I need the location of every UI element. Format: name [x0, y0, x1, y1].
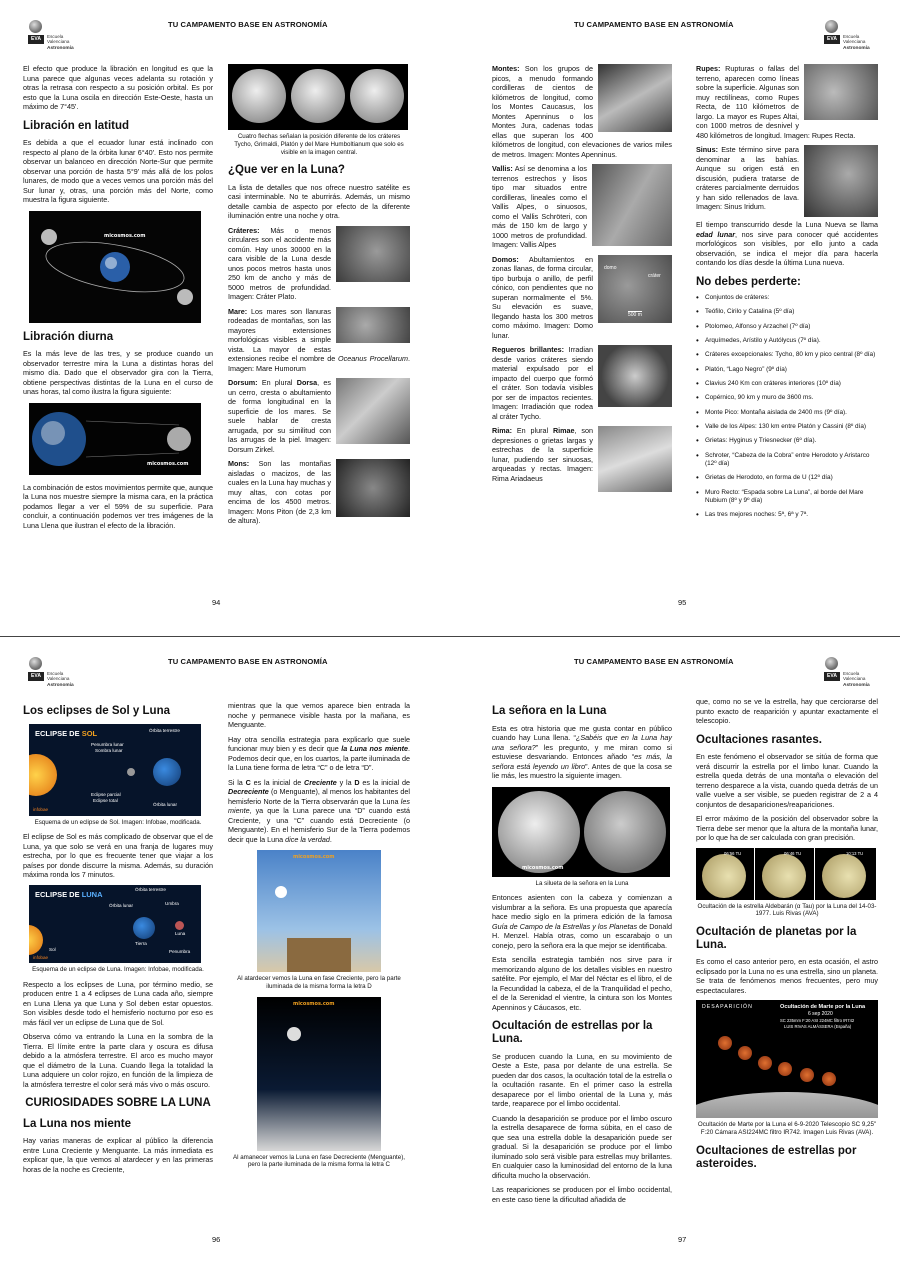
paragraph: que, como no se ve la estrella, hay que cerciorarse del punto exacto de reaparición y apuntar exactamente el telescopio.: [696, 697, 878, 725]
earth-icon: [153, 758, 181, 786]
page-97: [450, 637, 900, 1273]
paragraph: Respecto a los eclipses de Luna, por término medio, se producen entre 1 a 4 eclipses de Luna cada año, siempre en Luna Llena ya que Luna y Sol deben estar opuestos. Son visibles desde todo el hemisferio nocturno por eso es más fácil ver un eclipse de Luna que de Sol.: [23, 979, 213, 1027]
image-caption: Ocultación de Marte por la Luna el 6-9-2020 Telescopio SC 9,25" F:20 Cámara ASI224MC filtro IR742. Imagen Luis Rivas (AVA).: [697, 1121, 877, 1137]
page-number: 96: [212, 1235, 221, 1245]
page-number: 95: [678, 598, 687, 608]
domo-lunar-image: domo cráter 500 m: [598, 255, 672, 323]
page-header: TU CAMPAMENTO BASE EN ASTRONOMÍA: [168, 20, 328, 29]
logo: EVA Escuela Valenciana Astronomía: [28, 20, 78, 50]
column-left: [23, 64, 213, 535]
paragraph: Mare: Los mares son llanuras rodeadas de montañas, son las mayores extensiones morfológicas visibles a simple vista. La mayor de estas extensiones recibe el nombre de Oceanus Procellarum. Imagen: Mare Humorum: [228, 306, 410, 373]
paragraph: Es como el caso anterior pero, en esta ocasión, el astro eclipsado por la Luna no es una estrella, sino un planeta. Se trata de fenómenos menos frecuentes, pero muy espectaculares.: [696, 957, 878, 995]
mars-occultation-image: DESAPARICIÓN Ocultación de Marte por la Luna 6 sep 2020 SC 235mm F:20 ASI 224MC filtro IR742 LUIS RIVAS ALMÀSSERA (España): [696, 1000, 878, 1118]
paragraph: Hay varias maneras de explicar al público la diferencia entre Luna Creciente y Menguante. La más inmediata es explicar que, la que vemos al atardecer y en las primeras horas de la noche es Creciente,: [23, 1136, 213, 1174]
paragraph: Cuando la desaparición se produce por el limbo oscuro la estrella desaparece de forma súbita, en el caso de que sea una estrella doble la desaparición puede ser gradual. Si la desaparición se produce por el limbo iluminado solo será visible para estrellas muy brillantes. En cualquier caso la luminosidad del entorno de la luna dificulta mucho la observación.: [492, 1113, 672, 1180]
dorsum-zirkel-image: [336, 378, 410, 444]
paragraph: mientras que la que vemos aparece bien entrada la noche y permanece visible hasta por la mañana, es Menguante.: [228, 701, 410, 729]
paragraph: En este fenómeno el observador se sitúa de forma que verá discurrir la estrella por el limbo lunar. Cuando la estrella queda detrás de una montaña o elevación del terreno desparece a la vista, cuando queda detrás de un valle vuelve a ser visible, se pueden registrar de 2 a 4 conjuntos de desapariciones/reapariciones.: [696, 752, 878, 809]
list-item: • Grietas: Hyginus y Triesnecker (6º día).: [696, 437, 878, 445]
image-caption: Ocultación de la estrella Aldebarán (α Tau) por la Luna del 14-03-1977. Luis Rivas (AVA): [697, 902, 877, 918]
logo: EVA Escuela Valenciana Astronomía: [824, 657, 874, 687]
image-caption: Esquema de un eclipse de Luna. Imagen: Infobae, modificada.: [32, 965, 204, 973]
list-item: • Grietas de Herodoto, en forma de U (12º día): [696, 474, 878, 482]
image-caption: Al atardecer vemos la Luna en fase Creciente, pero la parte iluminada de la misma forma la letra D: [237, 975, 401, 990]
observation-list: [696, 294, 878, 520]
page-number: 97: [678, 1235, 687, 1245]
column-right: [696, 697, 878, 1176]
page-94: [0, 0, 450, 636]
sun-icon: [29, 925, 43, 955]
libration-diurnal-image: [29, 403, 201, 475]
moon-icon: [127, 768, 135, 776]
paragraph: Las reapariciones se producen por el limbo occidental, en este caso tiene la dificultad añadida de: [492, 1185, 672, 1204]
page-96: [0, 637, 450, 1273]
mons-piton-image: [336, 459, 410, 517]
eva-logo-icon: EVA: [28, 20, 42, 48]
page-header: TU CAMPAMENTO BASE EN ASTRONOMÍA: [168, 657, 328, 666]
heading: No debes perderte:: [696, 275, 801, 288]
image-caption: Cuatro flechas señalan la posición diferente de los cráteres Tycho, Grimaldi, Platón y del Mare Humboltianum que solo es visible en la imagen central.: [234, 133, 404, 156]
paragraph: Sinus: Este término sirve para denominar a las bahías. Aunque su origen está en discusión, pudiera tratarse de cráteres parcialmente derruidos y han sido rellenados de lava. Imagen: Sinus Iridum.: [696, 145, 799, 211]
solar-eclipse-diagram: ECLIPSE DE SOL Órbita terrestre Penumbra lunar Sombra lunar Eclipse parcial Eclipse total Órbita lunar infobae: [29, 724, 201, 816]
sunrise-waning-moon-image: [257, 997, 381, 1151]
page-95: [450, 0, 900, 636]
column-left: [492, 64, 672, 495]
paragraph: Mons: Son las montañas aisladas o macizos, de las cuales en la Luna hay muchas y muy altas, con cotas por encima de los 4500 metros. Imagen: Mons Piton (de 2,3 km de altura).: [228, 459, 331, 526]
watermark: micosmos.com: [522, 864, 564, 871]
heading: Ocultaciones rasantes.: [696, 733, 822, 746]
list-item: • Copérnico, 90 km y muro de 3600 ms.: [696, 394, 878, 402]
paragraph: Vallis: Así se denomina a los terrenos estrechos y lisos tipo mar situados entre cordilleras, lineales como el Vallis Alpes, o sinuosos, como el Vallis Schröteri, con más de 150 km de largo y 1000 metros de profundidad. Imagen: Vallis Alpes: [492, 164, 587, 249]
paragraph: La combinación de estos movimientos permite que, aunque la Luna nos muestre siempre la misma cara, en la práctica podamos llegar a ver el 59% de su superficie. Para concluir, a continuación podemos ver tres imágenes de la Luna Llena que ilustran el efecto de la libración.: [23, 482, 213, 530]
list-item: • Monte Pico: Montaña aislada de 2400 ms (9º día).: [696, 409, 878, 417]
orbit-diagram-icon: [29, 211, 201, 323]
eva-logo-icon: EVA: [28, 657, 42, 685]
page-header: TU CAMPAMENTO BASE EN ASTRONOMÍA: [574, 20, 734, 29]
earth-icon: [133, 917, 155, 939]
paragraph: Cráteres: Más o menos circulares son el accidente más común. Hay unos 30000 en la cara visible de la Luna desde unos pocos metros hasta unos 250 km de ancho y más de 5000 metros de profundidad. Imagen: Cráter Plato.: [228, 225, 331, 302]
heading: Libración diurna: [23, 330, 114, 343]
logo: EVA Escuela Valenciana Astronomía: [28, 657, 78, 687]
paragraph: El tiempo transcurrido desde la Luna Nueva se llama edad lunar, nos sirve para conocer qué accidentes morfológicos son visibles, por ello junto a cada observación, se indica el mejor día para hacerla contando los días desde la última Luna nueva.: [696, 220, 878, 267]
list-item: • Teófilo, Cirilo y Catalina (5º día): [696, 308, 878, 316]
mars-icon: [718, 1036, 732, 1050]
image-caption: Al amanecer vemos la Luna en fase Decreciente (Menguante), pero la parte iluminada de la misma forma la letra C: [233, 1153, 405, 1169]
list-item: • Cráteres excepcionales: Tycho, 80 km y pico central (8º día): [696, 351, 878, 359]
mars-icon: [822, 1072, 836, 1086]
page-header: TU CAMPAMENTO BASE EN ASTRONOMÍA: [574, 657, 734, 666]
moon-icon: [287, 1027, 301, 1041]
libration-latitude-image: [29, 211, 201, 323]
heading: Ocultaciones de estrellas por asteroides.: [696, 1144, 857, 1170]
paragraph: Entonces asienten con la cabeza y comienzan a vislumbrar a la señora. Es una propuesta que aparecía hace medio siglo en la primera edición de la famosa Guía de Campo de la Estrellas y los Planetas de Donald H. Menzel. Había otras, como un escarabajo o un conejo, pero la señora era la que mejor se identificaba.: [492, 893, 673, 950]
paragraph: Si la C es la inicial de Creciente y la D es la inicial de Decreciente (o Menguante), al menos los habitantes del hemisferio Norte de la Tierra observarán que la Luna les miente, ya que la Luna parece una “D” cuando está Creciente, y una “C” cuando está Decreciente (o Menguante). En el hemisferio Sur de la Tierra podemos decir que la Luna dice la verdad.: [228, 777, 410, 844]
column-left: [23, 697, 213, 1179]
mars-icon: [778, 1062, 792, 1076]
eva-logo-icon: EVA: [824, 20, 838, 48]
image-caption: La silueta de la señora en la Luna: [535, 879, 629, 887]
watermark: micosmos.com: [147, 460, 189, 467]
list-item: • Muro Recto: “Espada sobre La Luna”, al borde del Mare Nubium (8º y 9º día): [696, 489, 878, 506]
paragraph: Regueros brillantes: Irradian desde varios cráteres siendo material expulsado por el impacto del cuerpo que formó el cráter. Son todavía visibles por ser de impactos recientes. Imagen: Irradiación que rodea al cráter Tycho.: [492, 345, 593, 421]
list-item: • Clavius 240 Km con cráteres interiores (10º día): [696, 380, 878, 388]
mars-icon: [758, 1056, 772, 1070]
crater-plato-image: [336, 226, 410, 282]
paragraph: Esta es otra historia que me gusta contar en público cuando hay Luna llena. “¿Sabéis que en la Luna hay una señora?” les pregunto, y me miran como si estuviese desvariando. Entonces añado “es más, la señora está leyendo un libro”. Antes de que la cosa se lie más, les muestro la siguiente imagen.: [492, 723, 672, 781]
mars-icon: [800, 1068, 814, 1082]
sunset-crescent-moon-image: [257, 850, 381, 972]
watermark: micosmos.com: [293, 1000, 335, 1007]
list-item: • Arquímedes, Arístilo y Autólycus (7º día).: [696, 337, 878, 345]
paragraph: Montes: Son los grupos de picos, a menudo formando cordilleras de cientos de kilómetros de longitud, como los Montes Caucasus, los Montes Apenninus o los Montes Jura, cadenas todas ellas que superan los 400 kilómetros de longitud, con elevaciones de varios miles de metros. Imagen: Montes Apenninus.: [492, 64, 672, 159]
eva-logo-icon: EVA: [824, 657, 838, 685]
lunar-eclipse-diagram: ECLIPSE DE LUNA Órbita terrestre Órbita lunar Umbra Luna Tierra Sol Penumbra infobae: [29, 885, 201, 963]
three-moons-image: [228, 64, 408, 130]
paragraph: Observa cómo va entrando la Luna en la sombra de la Tierra. El límite entre la parte clara y oscura es difusa debido a la atmósfera terrestre. El arco es mucho mayor que el diámetro de la Luna. Cuando llega la totalidad la Luna adquiere un color rojizo, en función de la limpieza de la atmósfera terrestre el color será más vivo o más oscuro.: [23, 1032, 213, 1089]
column-right: [696, 64, 878, 526]
paragraph: El efecto que produce la libración en longitud es que la Luna parece que algunas veces adelanta su rotación y otras la retrasa con respecto a su posición orbital. Es por esto que la Luna oscila en dirección Este-Oeste, hasta un máximo de 7°45'.: [23, 64, 213, 111]
page-number: 94: [212, 598, 221, 608]
vallis-alpes-image: [592, 164, 672, 246]
heading: CURIOSIDADES SOBRE LA LUNA: [25, 1097, 211, 1110]
list-item: • Schroter, “Cabeza de la Cobra” entre Herodoto y Aristarco (12º día): [696, 452, 878, 469]
column-right: [228, 64, 410, 531]
paragraph: Rupes: Rupturas o fallas del terreno, aparecen como líneas sobre la superficie. Algunas son muy rectilíneas, como Rupes Recta, de 110 kilómetros de largo. La mayor es Rupes Altai, con 1000 metros de desnivel y 480 kilómetros de longitud. Imagen: Rupes Recta.: [696, 64, 856, 140]
paragraph: Hay otra sencilla estrategia para explicarlo que suele funcionar muy bien y es decir que la Luna nos miente. Podemos decir que, en los cuartos, la parte iluminada de la Luna tiene forma de letra “C” o de letra “D”.: [228, 734, 410, 772]
heading: Libración en latitud: [23, 119, 130, 132]
paragraph: Dorsum: En plural Dorsa, es un cerro, cresta o abultamiento de forma longitudinal en la superficie de los mares. Se suele hablar de cresta arrugada, por su similitud con las arrugas de la piel. Imagen: Dorsum Zirkel.: [228, 378, 331, 454]
list-item: • Ptolomeo, Alfonso y Arzachel (7º día): [696, 323, 878, 331]
tycho-rays-image: [598, 345, 672, 407]
list-item: • Las tres mejores noches: 5ª, 6ª y 7ª.: [696, 511, 878, 519]
heading: Los eclipses de Sol y Luna: [23, 705, 170, 717]
column-left: [492, 697, 672, 1209]
heading: La señora en la Luna: [492, 705, 607, 717]
logo: EVA Escuela Valenciana Astronomía: [824, 20, 874, 50]
paragraph: Se producen cuando la Luna, en su movimiento de Oeste a Este, pasa por delante de una estrella. Se pueden dar dos casos, la ocultación total de la estrella o la ocultación rasante. En el primer caso la estrella desaparece por el limbo oriental de la Luna y, más tarde, reaparece por el limbo occidental.: [492, 1051, 672, 1109]
paragraph: Rima: En plural Rimae, son depresiones o grietas largas y estrechas de la superficie lunar, pudiendo ser sinuosas, arqueadas y rectas. Imagen: Rima Ariadaeus: [492, 426, 593, 483]
paragraph: Es debida a que el ecuador lunar está inclinado con respecto al plano de la órbita lunar 6°40'. Esto nos permite observar un balanceo en dirección Norte-Sur que permite observar una porción de hasta 5°9' más allá de los polos lunares, de modo que a veces vemos una porción más del Sur lunar y, otras, una porción más del Norte, como muestra la figura siguiente.: [23, 138, 213, 205]
paragraph: El error máximo de la posición del observador sobre la Tierra debe ser menor que la altura de la montaña lunar, por lo que ha de ser calculada con gran precisión.: [696, 814, 878, 843]
paragraph: La lista de detalles que nos ofrece nuestro satélite es casi interminable. No te aburrirás. Además, un mismo detalle cambia de aspecto por efecto de la diferente iluminación entre una noche y otra.: [228, 182, 410, 221]
moon-icon: [275, 886, 287, 898]
heading: ¿Que ver en la Luna?: [228, 164, 345, 177]
lady-in-moon-image: [492, 787, 670, 877]
heading: Ocultación de estrellas por la Luna.: [492, 1020, 653, 1046]
mars-icon: [738, 1046, 752, 1060]
paragraph: Es la más leve de las tres, y se produce cuando un observador terrestre mira la Luna a distintas horas del mismo día. Dado que el observador gira con la Tierra, obtiene perspectivas distintas de la Luna en el curso de unas horas, tal como ilustra la figura siguiente:: [23, 349, 213, 397]
mare-humorum-image: [336, 307, 410, 343]
list-item: • Platón, “Lago Negro” (9º día): [696, 366, 878, 374]
list-item: • Conjuntos de cráteres:: [696, 294, 878, 302]
paragraph: Domos: Abultamientos en zonas llanas, de forma circular, tipo burbuja o anillo, de perfil cónico, con pendientes que no superan normalmente el 5%. Su elevación es suave, llegando hasta los 300 metros como máximo. Imagen: Domo lunar.: [492, 254, 593, 340]
rupes-recta-image: [804, 64, 878, 120]
sun-icon: [29, 754, 57, 796]
paragraph: Esta sencilla estrategia también nos sirve para ir memorizando alguno de los detalles visibles en nuestro satélite. Por ejemplo, el Mar del Néctar es el libro, el de la Fecundidad la cabeza, el de la Tranquilidad el pecho, el de la Serenidad el vientre, la cintura son los Montes Apenninos y Cáucasos, etc.: [492, 955, 672, 1012]
moon-icon: [175, 921, 184, 930]
heading: La Luna nos miente: [23, 1117, 131, 1130]
heading: Ocultación de planetas por la Luna.: [696, 926, 857, 951]
aldebaran-occultation-image: 06:56 TU 06:46 TU 10:13 TU: [696, 848, 876, 900]
list-item: • Valle de los Alpes: 130 km entre Platón y Cassini (8º día): [696, 423, 878, 431]
watermark: micosmos.com: [293, 854, 335, 860]
montes-apenninus-image: [598, 64, 672, 132]
column-right: [228, 701, 410, 1175]
rima-ariadaeus-image: [598, 426, 672, 492]
watermark: micosmos.com: [104, 232, 146, 239]
image-caption: Esquema de un eclipse de Sol. Imagen: Infobae, modificada.: [34, 818, 202, 826]
sinus-iridum-image: [804, 145, 878, 217]
paragraph: El eclipse de Sol es más complicado de observar que el de Luna, ya que solo se verá en una franja de lugares muy estrecha, por lo que es frecuente tener que viajar a los países por donde discurre la misma. Además, su duración máxima ronda los 7 minutos.: [23, 832, 213, 880]
